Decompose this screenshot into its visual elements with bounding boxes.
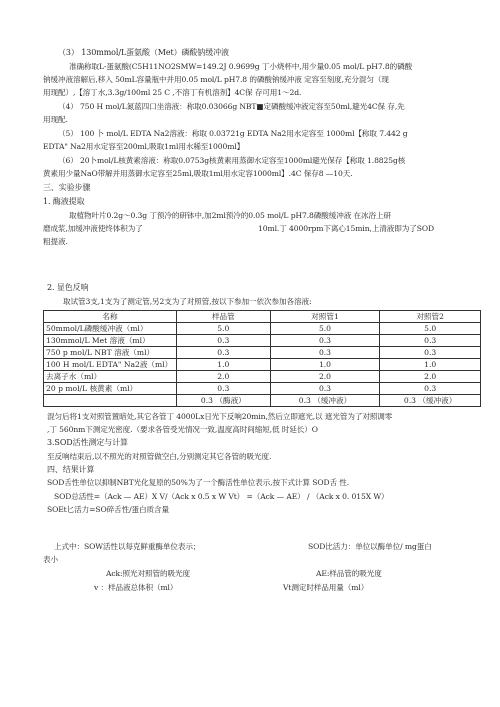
reagent-name-cell: 130mmol/L Met 溶液（ml）: [44, 335, 177, 347]
value-cell: 0.3 （缓冲液）: [380, 395, 481, 407]
header-sample-tube: 样品管: [176, 311, 270, 323]
header-control-tube-2: 对照管2: [380, 311, 481, 323]
value-cell: 0.3: [380, 347, 481, 359]
value-cell: 0.3 （缓冲液）: [270, 395, 380, 407]
paragraph-line: 取试管3支,1支为了测定管,另2支为了对照管,按以下参加一依次参加各溶液:: [63, 297, 312, 306]
legend-line: AE:样品管的吸光度: [316, 569, 382, 578]
reagent-name-cell: [44, 395, 177, 407]
paragraph-line: 黄素用少量NaO带解并用蒸御水定容至25ml,吸取1ml用水定容1000ml】.4C 保存8 —10天.: [43, 169, 353, 178]
value-cell: 2.0: [380, 371, 481, 383]
value-cell: 1.0: [270, 359, 380, 371]
paragraph-line: 磨成浆,加缓冲液使终体积为了: [43, 224, 143, 233]
value-cell: 0.3: [176, 383, 270, 395]
paragraph-line: 准确称取L-蛋氨酸(C5H11NO2SMW=149.2J 0.9699g 丁小烧杯中,用少量0.05 mol/L pH7.8的磷酸: [69, 62, 413, 71]
paragraph-line: 10ml.丁 4000rpm下离心15min,上清液即为了SOD: [258, 224, 434, 233]
value-cell: 0.3: [380, 383, 481, 395]
reagent-6-line: （6） 20卜mol/L核黄素溶液：称取0.0753g核黄素用蒸御水定容至1000ml避光保存【称取 1.8825g核: [58, 156, 406, 165]
section-heading-results: 四、结果计算: [47, 465, 95, 474]
value-cell: 1.0: [380, 359, 481, 371]
reagent-name-cell: 去离子水（ml）: [44, 371, 177, 383]
table-row: [44, 323, 481, 335]
value-cell: 0.3: [380, 335, 481, 347]
table-row: [44, 383, 481, 395]
paragraph-line: 粗提液.: [43, 237, 68, 246]
paragraph-line: SOD舌性单位以抑制NBT光化复原的50%为了一个酶活性单位表示,按下式计算 SOD舌 性.: [47, 478, 350, 487]
value-cell: 5.0: [176, 323, 270, 335]
reagent-3-title: （3） 130mmol/L蛋氨酸（Met）磷酸钠缓冲液: [58, 48, 229, 57]
paragraph-line: 混匀后将1支对照管置暗处,其它各管丁 4000Lx日光下反响20min,然后立即遮光,以 遮光管为了对照调零: [47, 412, 393, 421]
table-row: [44, 371, 481, 383]
paragraph-line: 钠缓冲液溶解后,移入 50mL容量瓶中并用0.05 mol/L pH7.8 的磷酸钠缓冲液 定容至刻度,充分混匀（现: [43, 75, 389, 84]
reagent-name-cell: 50mmol/L磷酸缓冲液（ml）: [44, 323, 177, 335]
table-header-row: [44, 311, 481, 323]
value-cell: 0.3: [176, 347, 270, 359]
reagent-name-cell: 750 p mol/L NBT 溶液（ml）: [44, 347, 177, 359]
paragraph-line: 取植物叶片0.2g〜0.3g 丁预冷的研钵中,加2ml预冷的0.05 mol/L pH7.8磷酸缓冲液 在冰浴上研: [69, 211, 392, 220]
legend-line: SOD比活力：单位以酶单位/ mg蛋白: [308, 542, 432, 551]
step-3-heading: 3.SOD活性测定与计算: [47, 438, 128, 447]
value-cell: 0.3: [270, 347, 380, 359]
value-cell: 2.0: [270, 371, 380, 383]
header-name: 名称: [44, 311, 177, 323]
table-row: [44, 395, 481, 407]
legend-line: Vt测定时样品用量（ml）: [283, 583, 369, 592]
value-cell: 0.3: [270, 335, 380, 347]
step-2-heading: 2. 显色反响: [47, 283, 89, 292]
step-1-heading: 1. 酶液提取: [43, 197, 85, 206]
paragraph-line: ,丁 560nm下测定光密度.（要求各管受光情况一致,温度高时间缩短,低 时延长）O: [47, 425, 318, 434]
section-heading-steps: 三、实验步骤: [43, 183, 91, 192]
legend-line: 表小: [43, 555, 58, 564]
value-cell: 5.0: [270, 323, 380, 335]
value-cell: 1.0: [176, 359, 270, 371]
value-cell: 0.3 （酶液）: [176, 395, 270, 407]
formula-specific-activity: SOEt匕活力=SO碎舌性/蛋白质含量: [47, 505, 170, 514]
paragraph-line: 用现配）,【溶丁水,3.3g/100ml 25 C ,不溶丁有机溶剂】4C保 存可用1〜2d.: [43, 88, 302, 97]
value-cell: 0.3: [176, 335, 270, 347]
table-row: [44, 359, 481, 371]
value-cell: 2.0: [176, 371, 270, 383]
reagent-4-line: （4） 750 H mol/L氮蓝四口坐溶液：称取0.03066g NBT■定磷酸缓冲液定容至50ml,避光4C保 存,先: [58, 102, 405, 111]
table-row: [44, 347, 481, 359]
paragraph-line: EDTA" Na2用水定容至200ml,吸取1ml用水稀至1000ml】: [43, 142, 245, 151]
legend-line: 上式中：SOW活性以每克鲜重酶单位表示；: [54, 542, 201, 551]
formula-total-activity: SOD总活性=（Ack — AE）X V/（Ack x 0.5 x W Vt） =（Ack — AE） / （Ack x 0. 015X W）: [54, 492, 389, 501]
value-cell: 5.0: [380, 323, 481, 335]
reagent-5-line: （5） 100 卜 mol/L EDTA Na2溶液：称取 0.03721g EDTA Na2用水定容至 1000ml【称取 7.442 g: [58, 129, 408, 138]
legend-line: v ：样品液总体积（ml）: [94, 583, 178, 592]
header-control-tube-1: 对照管1: [270, 311, 380, 323]
reagent-name-cell: 20 p mol/L 核黄素（ml）: [44, 383, 177, 395]
legend-line: Ack:照光对照管的吸光度: [106, 569, 190, 578]
table-row: [44, 335, 481, 347]
paragraph-line: 用现配.: [43, 115, 68, 124]
value-cell: 0.3: [270, 383, 380, 395]
reagent-table: [43, 310, 481, 407]
reagent-name-cell: 100 H mol/L EDTA" Na2液（ml）: [44, 359, 177, 371]
paragraph-line: 至反响结束后,以不照光的对照管做空白,分别测定其它各管的吸光度.: [47, 452, 272, 461]
